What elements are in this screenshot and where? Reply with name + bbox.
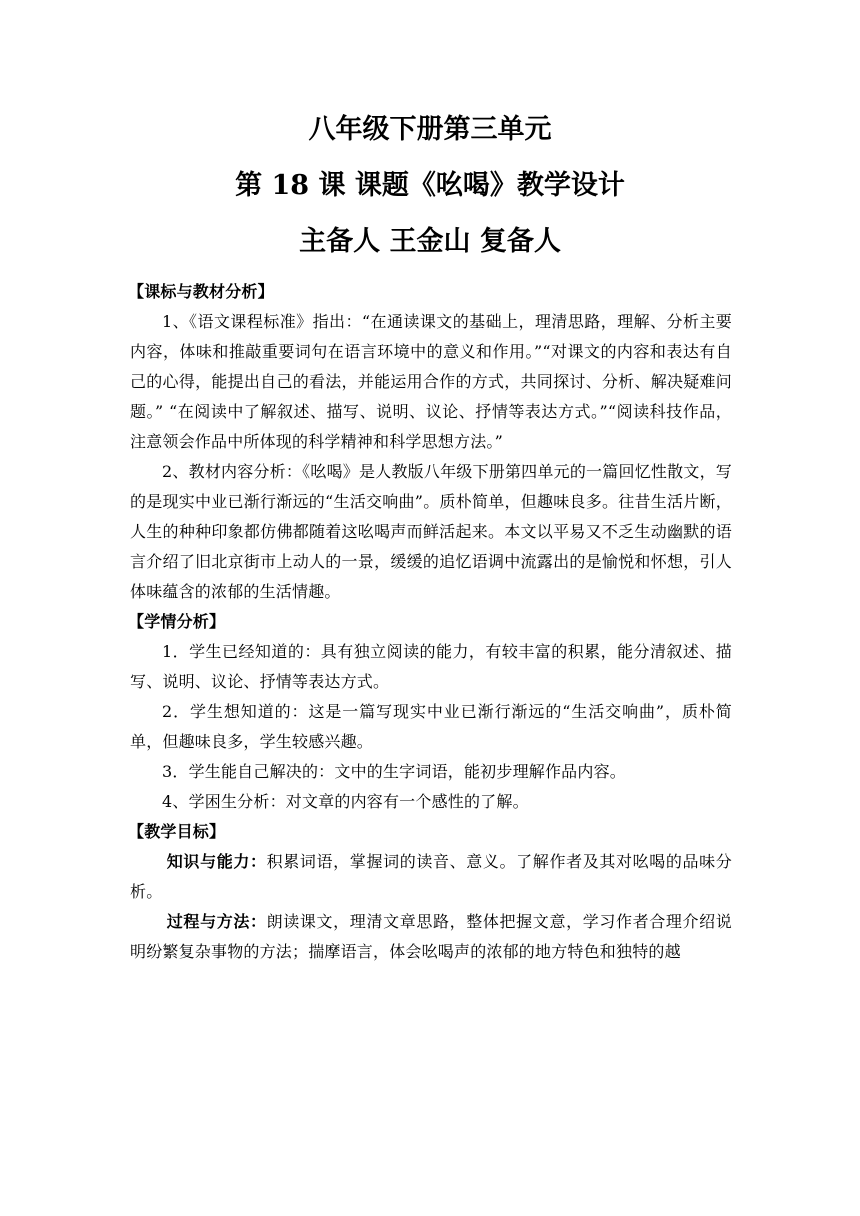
paragraph-student-known: 1．学生已经知道的：具有独立阅读的能力，有较丰富的积累，能分清叙述、描写、说明、议论、抒情等表达方式。 xyxy=(130,642,732,691)
preparer-line: 主备人 王金山 复备人 xyxy=(299,226,561,257)
paragraph-student-want: 2．学生想知道的：这是一篇写现实中业已渐行渐远的“生活交响曲”，质朴简单，但趣味良多，学生较感兴趣。 xyxy=(130,702,732,751)
goal-process-label: 过程与方法： xyxy=(166,912,267,931)
goal-process-text: 朗读课文，理清文章思路，整体把握文意，学习作者合理介绍说明纷繁复杂事物的方法；揣摩语言，体会吆喝声的浓郁的地方特色和独特的越 xyxy=(130,912,732,961)
goal-knowledge-text: 积累词语，掌握词的读音、意义。了解作者及其对吆喝的品味分析。 xyxy=(130,852,732,901)
section-heading-student-analysis: 【学情分析】 xyxy=(128,612,226,631)
lesson-title: 第 18 课 课题《吆喝》教学设计 xyxy=(235,170,625,201)
section-heading-curriculum: 【课标与教材分析】 xyxy=(128,282,274,301)
paragraph-student-solve: 3．学生能自己解决的：文中的生字词语，能初步理解作品内容。 xyxy=(162,762,626,781)
paragraph-goal-process xyxy=(130,907,732,967)
goal-knowledge-label: 知识与能力： xyxy=(166,852,267,871)
unit-title: 八年级下册第三单元 xyxy=(308,114,552,145)
paragraph-goal-knowledge xyxy=(130,847,732,907)
paragraph-struggling-students: 4、学困生分析：对文章的内容有一个感性的了解。 xyxy=(162,792,529,811)
document-body xyxy=(130,277,732,967)
paragraph-curriculum-standard: 1、《语文课程标准》指出：“在通读课文的基础上，理清思路，理解、分析主要内容，体味和推敲重要词句在语言环境中的意义和作用。”“对课文的内容和表达有自己的心得，能提出自己的看法，并能运用合作的方式，共同探讨、分析、解决疑难问题。” “在阅读中了解叙述、描写、说明、议论、抒情等表达方式。”“阅读科技作品，注意领会作品中所体现的科学精神和科学思想方法。” xyxy=(130,312,732,451)
section-heading-teaching-goals: 【教学目标】 xyxy=(128,822,226,841)
paragraph-textbook-analysis: 2、教材内容分析：《吆喝》是人教版八年级下册第四单元的一篇回忆性散文，写的是现实中业已渐行渐远的“生活交响曲”。质朴简单，但趣味良多。往昔生活片断，人生的种种印象都仿佛都随着这吆喝声而鲜活起来。本文以平易又不乏生动幽默的语言介绍了旧北京街市上动人的一景，缓缓的追忆语调中流露出的是愉悦和怀想，引人体味蕴含的浓郁的生活情趣。 xyxy=(130,462,732,601)
